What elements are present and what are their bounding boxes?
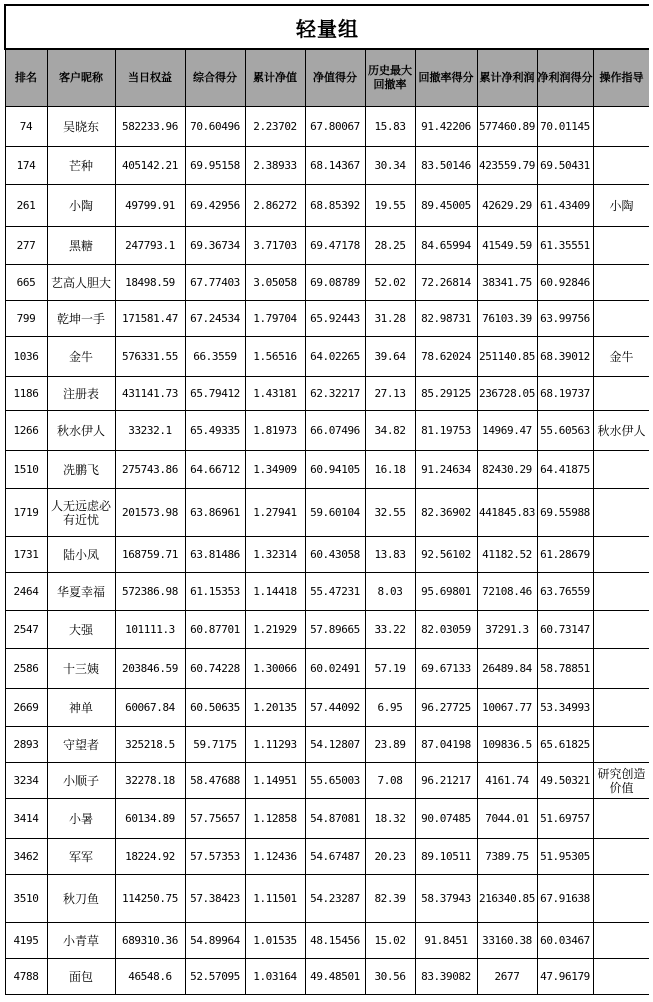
- table-row: [5, 763, 649, 799]
- cell-rank: 2893: [5, 727, 47, 763]
- cell-net-profit: 38341.75: [477, 265, 537, 301]
- cell-equity: 18498.59: [115, 265, 185, 301]
- cell-total-score: 57.38423: [185, 875, 245, 923]
- cell-max-drawdown: 27.13: [365, 377, 415, 411]
- cell-nickname: 小陶: [47, 185, 115, 227]
- table-row: [5, 573, 649, 611]
- cell-profit-score: 60.73147: [537, 611, 593, 649]
- cell-guidance: [593, 377, 649, 411]
- table-row: [5, 839, 649, 875]
- cell-drawdown-score: 72.26814: [415, 265, 477, 301]
- cell-nav-score: 57.44092: [305, 689, 365, 727]
- cell-nav-score: 54.12807: [305, 727, 365, 763]
- cell-drawdown-score: 96.21217: [415, 763, 477, 799]
- cell-rank: 1186: [5, 377, 47, 411]
- cell-profit-score: 68.19737: [537, 377, 593, 411]
- cell-equity: 101111.3: [115, 611, 185, 649]
- table-row: [5, 489, 649, 537]
- cell-nav-score: 55.47231: [305, 573, 365, 611]
- cell-net-profit: 7389.75: [477, 839, 537, 875]
- table-row: [5, 923, 649, 959]
- cell-rank: 665: [5, 265, 47, 301]
- cell-equity: 582233.96: [115, 107, 185, 147]
- cell-nav: 1.20135: [245, 689, 305, 727]
- cell-nav-score: 62.32217: [305, 377, 365, 411]
- cell-equity: 46548.6: [115, 959, 185, 995]
- cell-profit-score: 60.03467: [537, 923, 593, 959]
- cell-nav-score: 60.43058: [305, 537, 365, 573]
- header-profit-score: 净利润得分: [537, 49, 593, 107]
- cell-total-score: 65.79412: [185, 377, 245, 411]
- cell-nav: 1.12858: [245, 799, 305, 839]
- cell-rank: 4195: [5, 923, 47, 959]
- header-nav: 累计净值: [245, 49, 305, 107]
- table-row: [5, 451, 649, 489]
- cell-nav-score: 67.80067: [305, 107, 365, 147]
- cell-profit-score: 60.92846: [537, 265, 593, 301]
- cell-total-score: 65.49335: [185, 411, 245, 451]
- cell-nav: 1.32314: [245, 537, 305, 573]
- cell-nickname: 神单: [47, 689, 115, 727]
- cell-total-score: 63.86961: [185, 489, 245, 537]
- cell-nav: 1.14418: [245, 573, 305, 611]
- cell-drawdown-score: 91.24634: [415, 451, 477, 489]
- cell-nav-score: 54.67487: [305, 839, 365, 875]
- cell-profit-score: 65.61825: [537, 727, 593, 763]
- cell-nav-score: 55.65003: [305, 763, 365, 799]
- cell-rank: 1719: [5, 489, 47, 537]
- cell-net-profit: 41549.59: [477, 227, 537, 265]
- cell-nickname: 金牛: [47, 337, 115, 377]
- cell-drawdown-score: 95.69801: [415, 573, 477, 611]
- cell-equity: 405142.21: [115, 147, 185, 185]
- cell-total-score: 67.77403: [185, 265, 245, 301]
- cell-rank: 2586: [5, 649, 47, 689]
- cell-drawdown-score: 89.10511: [415, 839, 477, 875]
- cell-guidance: [593, 959, 649, 995]
- cell-equity: 431141.73: [115, 377, 185, 411]
- cell-equity: 689310.36: [115, 923, 185, 959]
- cell-guidance: [593, 649, 649, 689]
- cell-nickname: 面包: [47, 959, 115, 995]
- cell-total-score: 54.89964: [185, 923, 245, 959]
- cell-max-drawdown: 39.64: [365, 337, 415, 377]
- cell-drawdown-score: 85.29125: [415, 377, 477, 411]
- cell-nickname: 吴晓东: [47, 107, 115, 147]
- table-row: [5, 265, 649, 301]
- cell-rank: 3510: [5, 875, 47, 923]
- table-row: [5, 185, 649, 227]
- cell-net-profit: 4161.74: [477, 763, 537, 799]
- cell-nav: 1.56516: [245, 337, 305, 377]
- cell-net-profit: 10067.77: [477, 689, 537, 727]
- cell-max-drawdown: 82.39: [365, 875, 415, 923]
- cell-nav: 1.34909: [245, 451, 305, 489]
- cell-nickname: 秋刀鱼: [47, 875, 115, 923]
- cell-equity: 572386.98: [115, 573, 185, 611]
- cell-nav: 1.03164: [245, 959, 305, 995]
- cell-profit-score: 69.55988: [537, 489, 593, 537]
- cell-nickname: 艺高人胆大: [47, 265, 115, 301]
- cell-nav-score: 54.23287: [305, 875, 365, 923]
- cell-max-drawdown: 31.28: [365, 301, 415, 337]
- cell-guidance: [593, 689, 649, 727]
- cell-profit-score: 61.43409: [537, 185, 593, 227]
- cell-rank: 1510: [5, 451, 47, 489]
- cell-drawdown-score: 82.36902: [415, 489, 477, 537]
- table-row: [5, 689, 649, 727]
- cell-equity: 325218.5: [115, 727, 185, 763]
- cell-guidance: [593, 573, 649, 611]
- cell-drawdown-score: 83.50146: [415, 147, 477, 185]
- table-row: [5, 337, 649, 377]
- cell-nav-score: 49.48501: [305, 959, 365, 995]
- cell-profit-score: 55.60563: [537, 411, 593, 451]
- cell-nickname: 大强: [47, 611, 115, 649]
- cell-total-score: 69.95158: [185, 147, 245, 185]
- cell-total-score: 63.81486: [185, 537, 245, 573]
- cell-nickname: 乾坤一手: [47, 301, 115, 337]
- cell-nav-score: 57.89665: [305, 611, 365, 649]
- header-guidance: 操作指导: [593, 49, 649, 107]
- cell-max-drawdown: 34.82: [365, 411, 415, 451]
- cell-equity: 275743.86: [115, 451, 185, 489]
- cell-drawdown-score: 78.62024: [415, 337, 477, 377]
- cell-max-drawdown: 7.08: [365, 763, 415, 799]
- cell-nav: 2.23702: [245, 107, 305, 147]
- header-nav-score: 净值得分: [305, 49, 365, 107]
- cell-guidance: [593, 923, 649, 959]
- cell-nickname: 华夏幸福: [47, 573, 115, 611]
- cell-net-profit: 251140.85: [477, 337, 537, 377]
- cell-total-score: 57.75657: [185, 799, 245, 839]
- cell-rank: 4788: [5, 959, 47, 995]
- cell-nav-score: 69.47178: [305, 227, 365, 265]
- table-row: [5, 799, 649, 839]
- table-row: [5, 727, 649, 763]
- cell-max-drawdown: 8.03: [365, 573, 415, 611]
- cell-equity: 203846.59: [115, 649, 185, 689]
- cell-guidance: [593, 451, 649, 489]
- cell-nav-score: 65.92443: [305, 301, 365, 337]
- cell-profit-score: 51.95305: [537, 839, 593, 875]
- cell-equity: 18224.92: [115, 839, 185, 875]
- cell-nav: 1.01535: [245, 923, 305, 959]
- cell-guidance: 秋水伊人: [593, 411, 649, 451]
- cell-total-score: 60.87701: [185, 611, 245, 649]
- table-title: 轻量组: [5, 5, 649, 49]
- cell-drawdown-score: 91.8451: [415, 923, 477, 959]
- cell-nav: 1.79704: [245, 301, 305, 337]
- cell-nickname: 芒种: [47, 147, 115, 185]
- table-row: [5, 611, 649, 649]
- cell-nav-score: 59.60104: [305, 489, 365, 537]
- cell-guidance: 小陶: [593, 185, 649, 227]
- cell-max-drawdown: 15.02: [365, 923, 415, 959]
- cell-nav: 1.21929: [245, 611, 305, 649]
- cell-nav: 1.11293: [245, 727, 305, 763]
- header-net-profit: 累计净利润: [477, 49, 537, 107]
- cell-profit-score: 69.50431: [537, 147, 593, 185]
- cell-net-profit: 76103.39: [477, 301, 537, 337]
- cell-equity: 168759.71: [115, 537, 185, 573]
- cell-net-profit: 42629.29: [477, 185, 537, 227]
- cell-nav: 1.27941: [245, 489, 305, 537]
- cell-guidance: 金牛: [593, 337, 649, 377]
- cell-nav-score: 68.14367: [305, 147, 365, 185]
- cell-guidance: [593, 301, 649, 337]
- cell-drawdown-score: 89.45005: [415, 185, 477, 227]
- header-drawdown-score: 回撤率得分: [415, 49, 477, 107]
- header-max-drawdown: 历史最大回撤率: [365, 49, 415, 107]
- table-row: [5, 377, 649, 411]
- cell-guidance: [593, 265, 649, 301]
- table-row: [5, 649, 649, 689]
- cell-equity: 171581.47: [115, 301, 185, 337]
- cell-net-profit: 82430.29: [477, 451, 537, 489]
- table-row: [5, 107, 649, 147]
- cell-equity: 60067.84: [115, 689, 185, 727]
- cell-profit-score: 67.91638: [537, 875, 593, 923]
- cell-total-score: 61.15353: [185, 573, 245, 611]
- cell-nav: 1.30066: [245, 649, 305, 689]
- cell-net-profit: 216340.85: [477, 875, 537, 923]
- cell-net-profit: 236728.05: [477, 377, 537, 411]
- cell-drawdown-score: 90.07485: [415, 799, 477, 839]
- cell-guidance: [593, 489, 649, 537]
- cell-guidance: 研究创造价值: [593, 763, 649, 799]
- cell-net-profit: 26489.84: [477, 649, 537, 689]
- cell-nickname: 秋水伊人: [47, 411, 115, 451]
- cell-nav: 1.43181: [245, 377, 305, 411]
- cell-nickname: 守望者: [47, 727, 115, 763]
- cell-guidance: [593, 537, 649, 573]
- cell-profit-score: 53.34993: [537, 689, 593, 727]
- cell-max-drawdown: 57.19: [365, 649, 415, 689]
- table-row: [5, 537, 649, 573]
- cell-profit-score: 63.99756: [537, 301, 593, 337]
- cell-nickname: 军军: [47, 839, 115, 875]
- cell-net-profit: 441845.83: [477, 489, 537, 537]
- cell-equity: 576331.55: [115, 337, 185, 377]
- cell-nav-score: 60.94105: [305, 451, 365, 489]
- cell-net-profit: 41182.52: [477, 537, 537, 573]
- cell-rank: 74: [5, 107, 47, 147]
- cell-total-score: 64.66712: [185, 451, 245, 489]
- cell-drawdown-score: 58.37943: [415, 875, 477, 923]
- cell-nickname: 黑糖: [47, 227, 115, 265]
- cell-max-drawdown: 28.25: [365, 227, 415, 265]
- cell-max-drawdown: 30.56: [365, 959, 415, 995]
- cell-net-profit: 7044.01: [477, 799, 537, 839]
- cell-nickname: 陆小凤: [47, 537, 115, 573]
- ranking-table: [4, 4, 649, 995]
- cell-nav: 1.14951: [245, 763, 305, 799]
- cell-drawdown-score: 87.04198: [415, 727, 477, 763]
- cell-nav: 2.38933: [245, 147, 305, 185]
- cell-total-score: 60.50635: [185, 689, 245, 727]
- cell-nickname: 十三姨: [47, 649, 115, 689]
- cell-equity: 60134.89: [115, 799, 185, 839]
- cell-drawdown-score: 69.67133: [415, 649, 477, 689]
- cell-profit-score: 58.78851: [537, 649, 593, 689]
- cell-profit-score: 64.41875: [537, 451, 593, 489]
- cell-rank: 3414: [5, 799, 47, 839]
- cell-drawdown-score: 91.42206: [415, 107, 477, 147]
- header-total-score: 综合得分: [185, 49, 245, 107]
- cell-equity: 114250.75: [115, 875, 185, 923]
- cell-nickname: 注册表: [47, 377, 115, 411]
- cell-equity: 32278.18: [115, 763, 185, 799]
- cell-guidance: [593, 147, 649, 185]
- cell-nav: 1.81973: [245, 411, 305, 451]
- cell-profit-score: 61.35551: [537, 227, 593, 265]
- cell-total-score: 59.7175: [185, 727, 245, 763]
- cell-profit-score: 63.76559: [537, 573, 593, 611]
- header-equity: 当日权益: [115, 49, 185, 107]
- cell-total-score: 70.60496: [185, 107, 245, 147]
- cell-nickname: 冼鹏飞: [47, 451, 115, 489]
- cell-nav: 2.86272: [245, 185, 305, 227]
- cell-nickname: 人无远虑必有近忧: [47, 489, 115, 537]
- cell-nav-score: 60.02491: [305, 649, 365, 689]
- cell-guidance: [593, 799, 649, 839]
- cell-nav-score: 64.02265: [305, 337, 365, 377]
- cell-nav-score: 54.87081: [305, 799, 365, 839]
- cell-nav: 3.05058: [245, 265, 305, 301]
- spreadsheet: [4, 4, 649, 1002]
- cell-max-drawdown: 19.55: [365, 185, 415, 227]
- header-rank: 排名: [5, 49, 47, 107]
- table-row: [5, 227, 649, 265]
- table-row: [5, 147, 649, 185]
- cell-max-drawdown: 16.18: [365, 451, 415, 489]
- cell-equity: 247793.1: [115, 227, 185, 265]
- cell-net-profit: 2677: [477, 959, 537, 995]
- cell-nav-score: 48.15456: [305, 923, 365, 959]
- cell-drawdown-score: 96.27725: [415, 689, 477, 727]
- cell-guidance: [593, 107, 649, 147]
- cell-equity: 201573.98: [115, 489, 185, 537]
- table-row: [5, 875, 649, 923]
- cell-net-profit: 37291.3: [477, 611, 537, 649]
- cell-nav-score: 68.85392: [305, 185, 365, 227]
- cell-total-score: 60.74228: [185, 649, 245, 689]
- cell-net-profit: 577460.89: [477, 107, 537, 147]
- cell-drawdown-score: 92.56102: [415, 537, 477, 573]
- cell-net-profit: 423559.79: [477, 147, 537, 185]
- cell-rank: 1036: [5, 337, 47, 377]
- cell-nav-score: 69.08789: [305, 265, 365, 301]
- cell-rank: 2464: [5, 573, 47, 611]
- cell-profit-score: 49.50321: [537, 763, 593, 799]
- cell-guidance: [593, 839, 649, 875]
- table-row: [5, 959, 649, 995]
- cell-rank: 174: [5, 147, 47, 185]
- cell-guidance: [593, 875, 649, 923]
- cell-net-profit: 72108.46: [477, 573, 537, 611]
- cell-max-drawdown: 52.02: [365, 265, 415, 301]
- cell-net-profit: 109836.5: [477, 727, 537, 763]
- cell-max-drawdown: 32.55: [365, 489, 415, 537]
- cell-rank: 1266: [5, 411, 47, 451]
- cell-total-score: 67.24534: [185, 301, 245, 337]
- cell-drawdown-score: 82.03059: [415, 611, 477, 649]
- cell-equity: 49799.91: [115, 185, 185, 227]
- cell-guidance: [593, 611, 649, 649]
- cell-total-score: 57.57353: [185, 839, 245, 875]
- cell-total-score: 58.47688: [185, 763, 245, 799]
- cell-nav: 3.71703: [245, 227, 305, 265]
- cell-profit-score: 61.28679: [537, 537, 593, 573]
- cell-rank: 2547: [5, 611, 47, 649]
- cell-net-profit: 14969.47: [477, 411, 537, 451]
- cell-rank: 799: [5, 301, 47, 337]
- cell-total-score: 52.57095: [185, 959, 245, 995]
- cell-max-drawdown: 23.89: [365, 727, 415, 763]
- cell-guidance: [593, 227, 649, 265]
- cell-rank: 1731: [5, 537, 47, 573]
- cell-max-drawdown: 15.83: [365, 107, 415, 147]
- cell-total-score: 66.3559: [185, 337, 245, 377]
- cell-total-score: 69.42956: [185, 185, 245, 227]
- cell-nickname: 小顺子: [47, 763, 115, 799]
- cell-nickname: 小暑: [47, 799, 115, 839]
- cell-max-drawdown: 20.23: [365, 839, 415, 875]
- cell-total-score: 69.36734: [185, 227, 245, 265]
- cell-nav-score: 66.07496: [305, 411, 365, 451]
- header-row: [5, 49, 649, 107]
- cell-nav: 1.11501: [245, 875, 305, 923]
- cell-rank: 3462: [5, 839, 47, 875]
- table-row: [5, 301, 649, 337]
- cell-guidance: [593, 727, 649, 763]
- cell-drawdown-score: 82.98731: [415, 301, 477, 337]
- cell-drawdown-score: 81.19753: [415, 411, 477, 451]
- cell-max-drawdown: 18.32: [365, 799, 415, 839]
- cell-max-drawdown: 6.95: [365, 689, 415, 727]
- table-row: [5, 411, 649, 451]
- cell-rank: 277: [5, 227, 47, 265]
- cell-drawdown-score: 83.39082: [415, 959, 477, 995]
- header-nickname: 客户昵称: [47, 49, 115, 107]
- cell-profit-score: 70.01145: [537, 107, 593, 147]
- cell-rank: 2669: [5, 689, 47, 727]
- cell-equity: 33232.1: [115, 411, 185, 451]
- cell-rank: 3234: [5, 763, 47, 799]
- cell-max-drawdown: 30.34: [365, 147, 415, 185]
- cell-max-drawdown: 33.22: [365, 611, 415, 649]
- cell-max-drawdown: 13.83: [365, 537, 415, 573]
- cell-profit-score: 51.69757: [537, 799, 593, 839]
- cell-drawdown-score: 84.65994: [415, 227, 477, 265]
- cell-nickname: 小青草: [47, 923, 115, 959]
- cell-rank: 261: [5, 185, 47, 227]
- cell-nav: 1.12436: [245, 839, 305, 875]
- cell-profit-score: 47.96179: [537, 959, 593, 995]
- cell-profit-score: 68.39012: [537, 337, 593, 377]
- cell-net-profit: 33160.38: [477, 923, 537, 959]
